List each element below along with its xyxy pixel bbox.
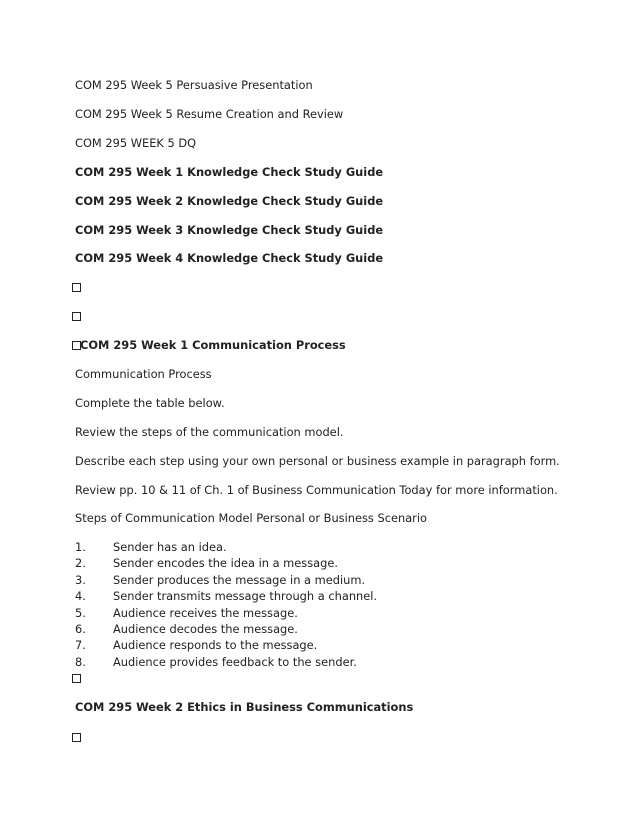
empty-box-glyph	[72, 283, 81, 292]
text-line: COM 295 Week 5 Resume Creation and Review	[75, 107, 344, 121]
empty-box-glyph	[72, 312, 81, 321]
paragraph: Review the steps of the communication model.	[75, 425, 344, 439]
step-text: Sender encodes the idea in a message.	[113, 556, 338, 570]
step-text: Sender has an idea.	[113, 540, 227, 554]
paragraph: Review pp. 10 & 11 of Ch. 1 of Business Communication Today for more information.	[75, 483, 558, 497]
step-text: Audience responds to the message.	[113, 638, 318, 652]
text-line: COM 295 WEEK 5 DQ	[75, 136, 197, 150]
section-heading-week2: COM 295 Week 2 Ethics in Business Communications	[75, 700, 414, 714]
step-text: Sender produces the message in a medium.	[113, 573, 366, 587]
step-text: Audience decodes the message.	[113, 622, 298, 636]
step-number: 1.	[75, 540, 86, 554]
paragraph: Describe each step using your own personal or business example in paragraph form.	[75, 454, 560, 468]
step-number: 7.	[75, 638, 86, 652]
text-line: COM 295 Week 5 Persuasive Presentation	[75, 78, 313, 92]
step-number: 6.	[75, 622, 86, 636]
section-heading-week1: COM 295 Week 1 Communication Process	[80, 338, 346, 352]
empty-box-glyph	[72, 674, 81, 683]
paragraph: Communication Process	[75, 367, 212, 381]
guide-title: COM 295 Week 2 Knowledge Check Study Guide	[75, 194, 384, 208]
step-number: 3.	[75, 573, 86, 587]
guide-title: COM 295 Week 1 Knowledge Check Study Guide	[75, 165, 384, 179]
step-number: 8.	[75, 655, 86, 669]
paragraph: Steps of Communication Model Personal or Business Scenario	[75, 511, 427, 525]
step-number: 4.	[75, 589, 86, 603]
empty-box-glyph	[72, 733, 81, 742]
guide-title: COM 295 Week 3 Knowledge Check Study Guide	[75, 223, 384, 237]
step-text: Audience provides feedback to the sender.	[113, 655, 357, 669]
step-number: 5.	[75, 606, 86, 620]
paragraph: Complete the table below.	[75, 396, 225, 410]
step-text: Audience receives the message.	[113, 606, 298, 620]
step-text: Sender transmits message through a channel.	[113, 589, 378, 603]
guide-title: COM 295 Week 4 Knowledge Check Study Guide	[75, 251, 384, 265]
step-number: 2.	[75, 556, 86, 570]
